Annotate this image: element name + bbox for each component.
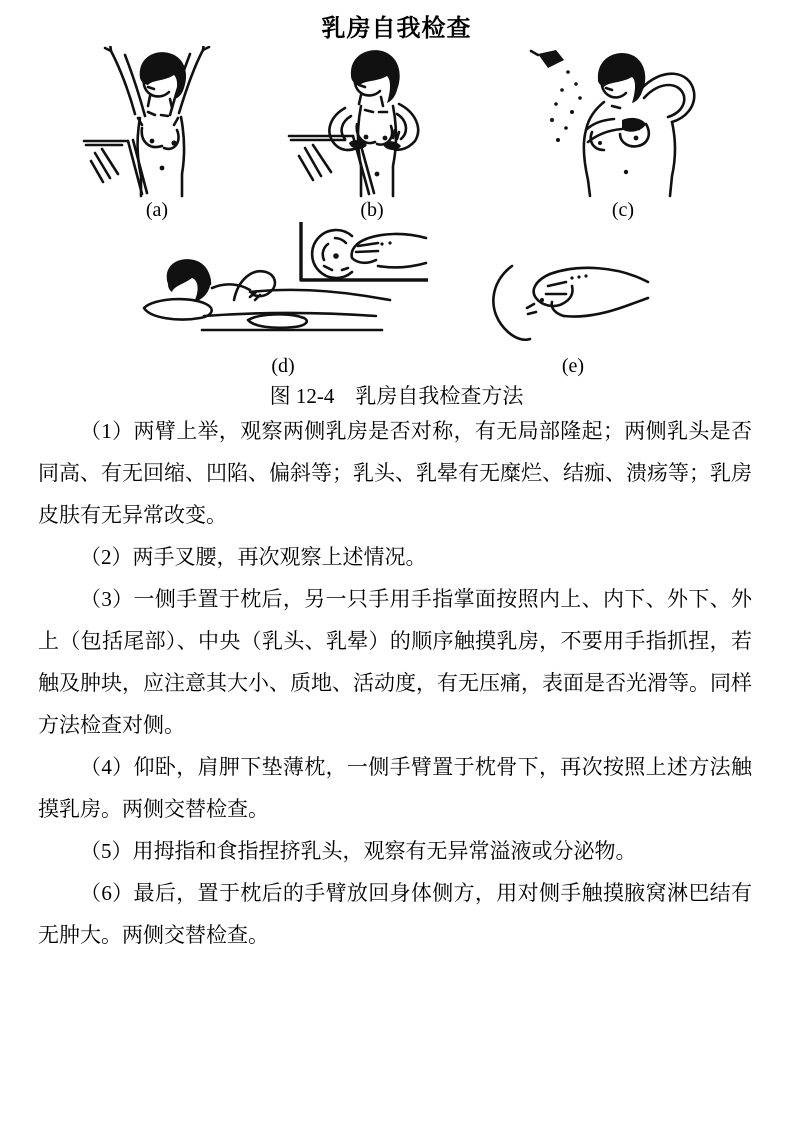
figure-caption: 图 12-4 乳房自我检查方法 <box>269 384 524 408</box>
figure-c <box>528 46 718 222</box>
figure-d <box>138 222 428 378</box>
figure-d-lying-palpation-illustration <box>138 222 428 354</box>
paragraph-3: （3）一侧手置于枕后，另一只手用手指掌面按照内上、内下、外下、外上（包括尾部）、中央（乳头、乳晕）的顺序触摸乳房，不要用手指抓捏，若触及肿块，应注意其大小、质地、活动度，有无压痛，表面是否光滑等。同样方法检查对侧。 <box>38 587 752 737</box>
figure-e <box>478 256 668 378</box>
body-text <box>38 410 752 956</box>
figure-d-label: (d) <box>271 355 295 377</box>
figure-c-shower-palpation-illustration <box>528 46 718 198</box>
figure-e-nipple-squeeze-illustration <box>478 256 668 354</box>
paragraph-1: （1）两臂上举，观察两侧乳房是否对称，有无局部隆起；两侧乳头是否同高、有无回缩、凹陷、偏斜等；乳头、乳晕有无糜烂、结痂、溃疡等；乳房皮肤有无异常改变。 <box>38 419 752 527</box>
figure-a-arms-raised-illustration <box>82 46 232 198</box>
paragraph-5: （5）用拇指和食指捏挤乳头，观察有无异常溢液或分泌物。 <box>80 839 637 863</box>
paragraph-2: （2）两手叉腰，再次观察上述情况。 <box>80 545 427 569</box>
figure-b <box>287 46 457 222</box>
figure-b-hands-on-hips-illustration <box>287 46 457 198</box>
figure-e-label: (e) <box>561 355 585 377</box>
figure-a-label: (a) <box>145 199 169 221</box>
figure-a <box>82 46 232 222</box>
page-title: 乳房自我检查 <box>321 16 472 42</box>
figure-b-label: (b) <box>360 199 384 221</box>
paragraph-4: （4）仰卧，肩胛下垫薄枕，一侧手臂置于枕骨下，再次按照上述方法触摸乳房。两侧交替检查。 <box>38 755 752 821</box>
paragraph-6: （6）最后，置于枕后的手臂放回身体侧方，用对侧手触摸腋窝淋巴结有无肿大。两侧交替检查。 <box>38 881 752 947</box>
figure-c-label: (c) <box>611 199 635 221</box>
